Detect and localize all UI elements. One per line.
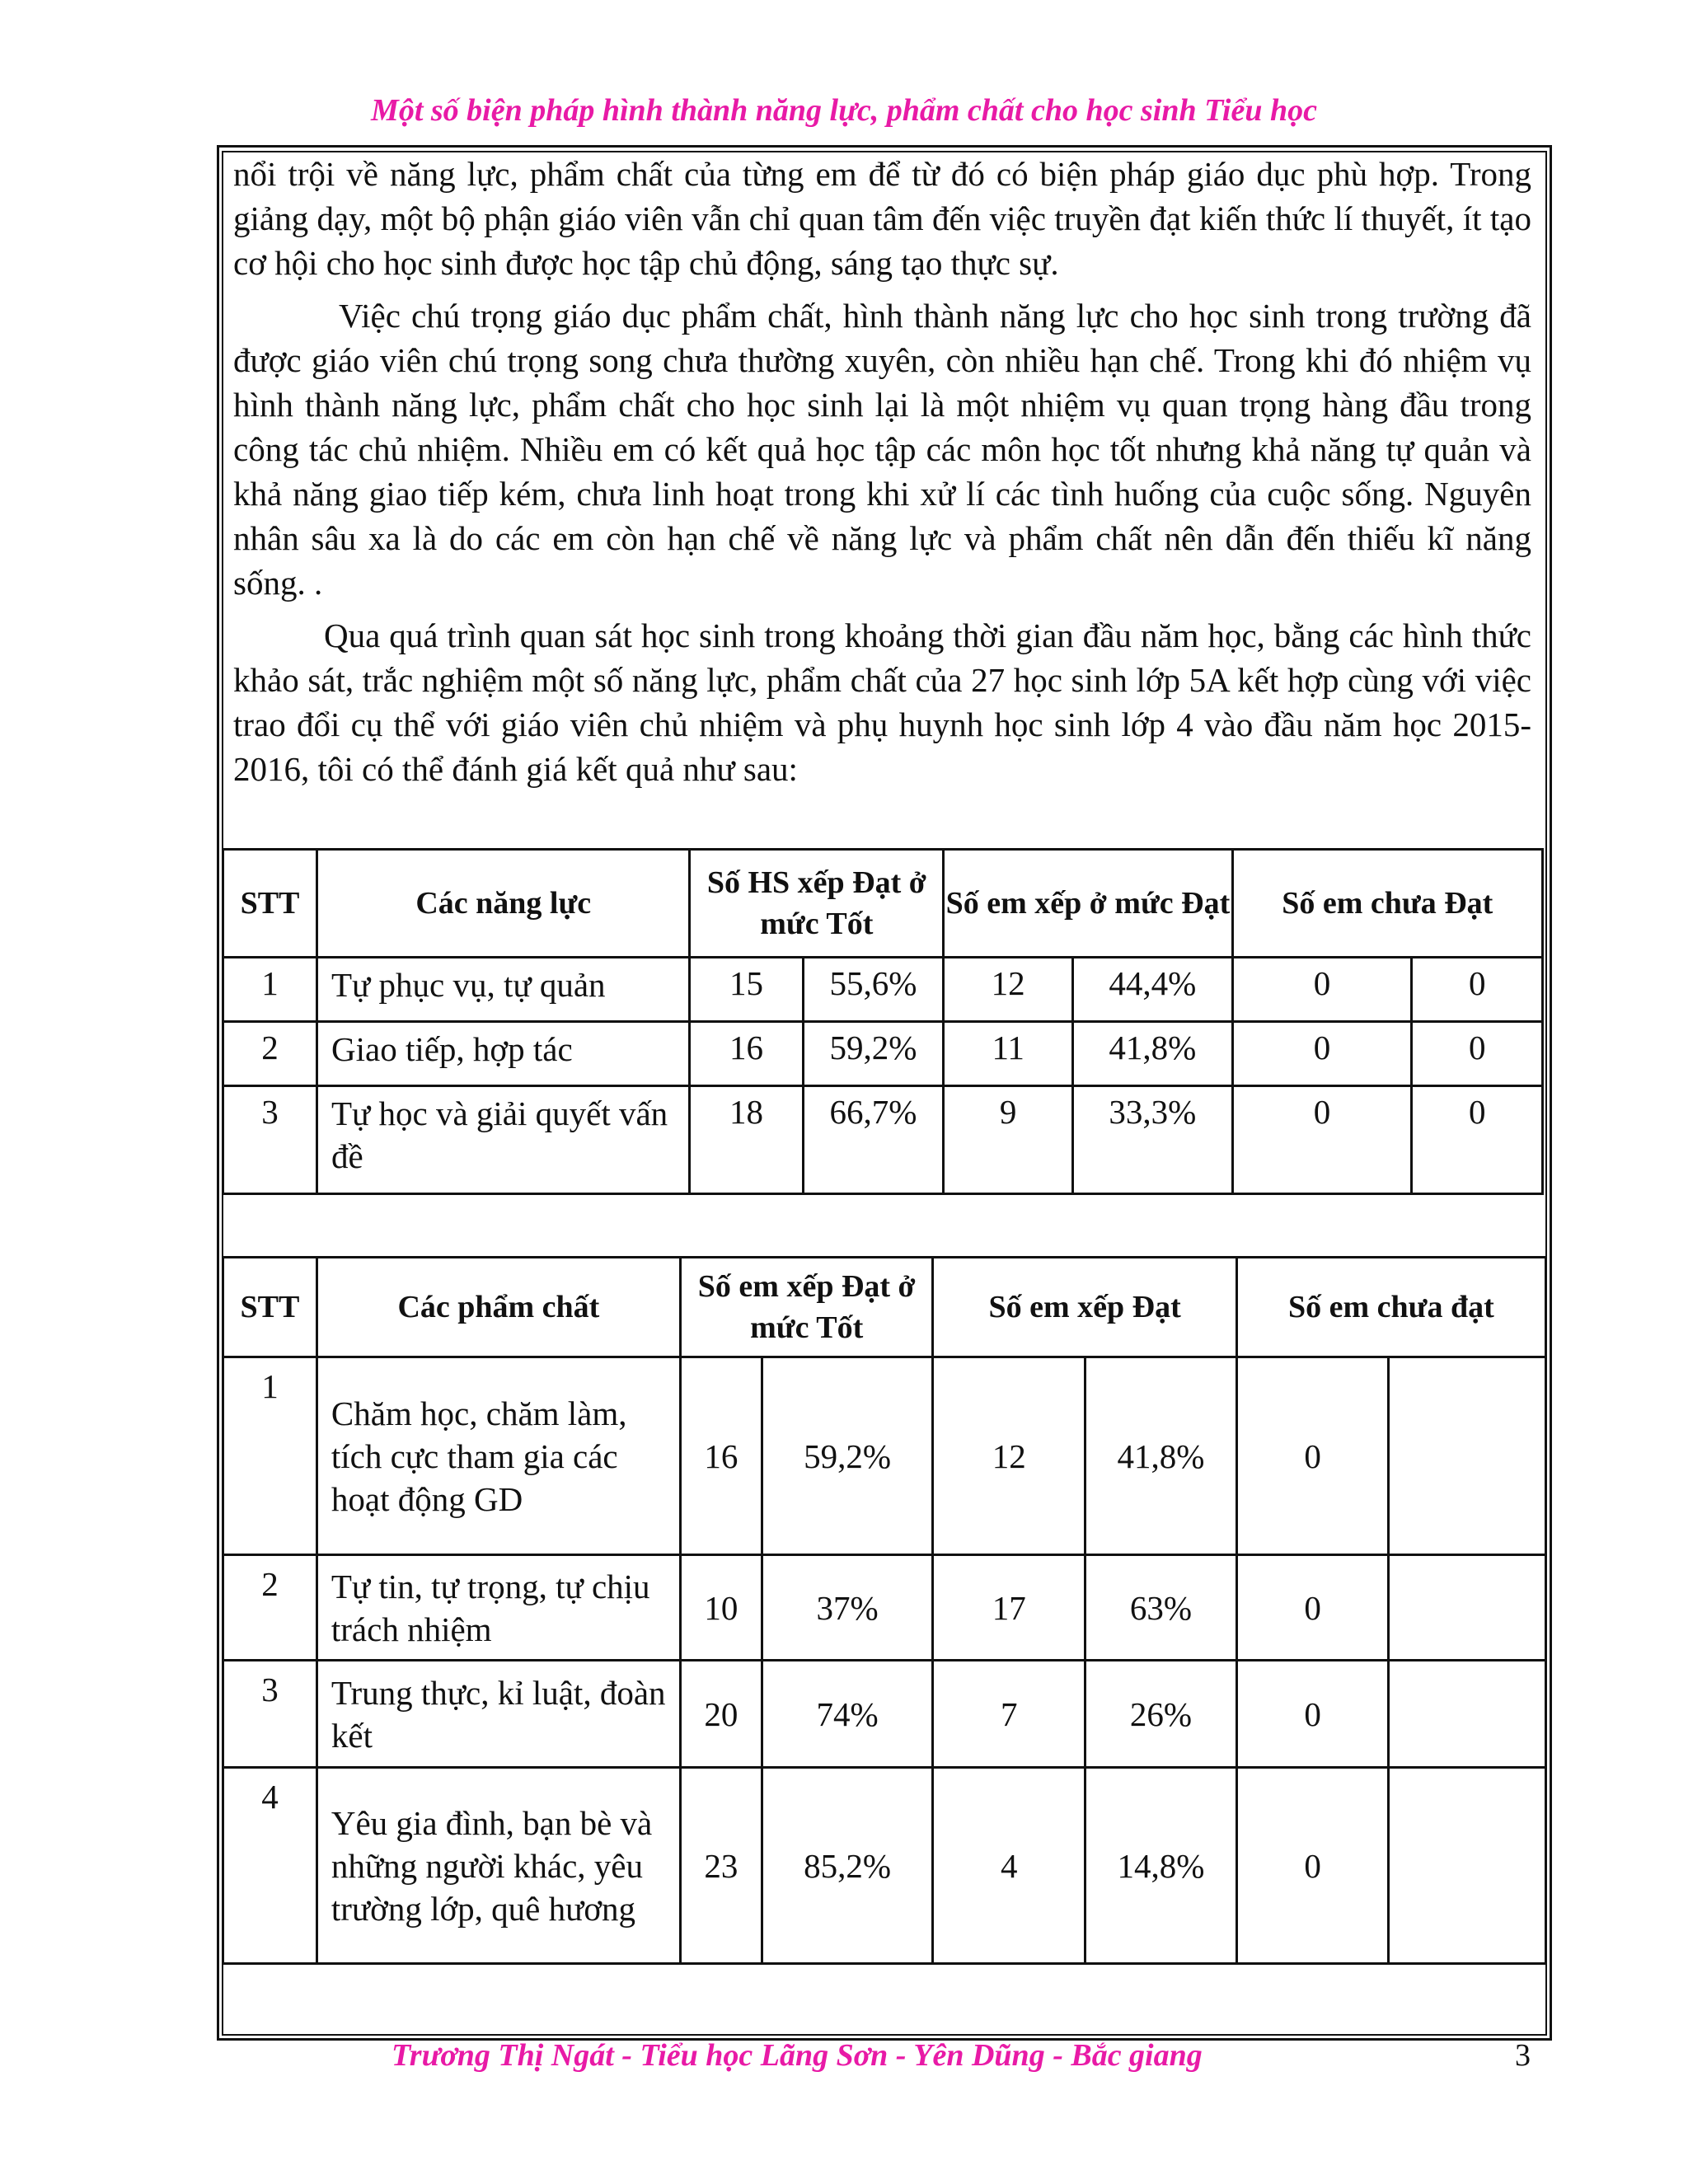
paragraph: Qua quá trình quan sát học sinh trong khoảng thời gian đầu năm học, bằng các hình thức khảo sát, trắc nghiệm một số năng lực, phẩm chất của 27 học sinh lớp 5A kết hợp cùng với việc trao đổi cụ thể với giáo viên chủ nhiệm và phụ huynh học sinh lớp 4 vào đầu năm học 2015-2016, tôi có thể đánh giá kết quả như sau: bbox=[233, 616, 1531, 788]
table-cell: Tự tin, tự trọng, tự chịu trách nhiệm bbox=[316, 1555, 680, 1661]
table-cell: 0 bbox=[1412, 958, 1543, 1022]
table-cell: 55,6% bbox=[803, 958, 944, 1022]
column-header: Số em xếp Đạt bbox=[933, 1258, 1236, 1357]
table-cell: 0 bbox=[1236, 1357, 1389, 1555]
table-cell: 11 bbox=[944, 1022, 1073, 1086]
table-cell: 0 bbox=[1232, 1022, 1412, 1086]
table-cell bbox=[1389, 1555, 1546, 1661]
column-header: Số em chưa đạt bbox=[1236, 1258, 1545, 1357]
table-cell: 0 bbox=[1232, 958, 1412, 1022]
table-cell: 0 bbox=[1412, 1086, 1543, 1194]
table-cell: 16 bbox=[690, 1022, 803, 1086]
table-header-row bbox=[223, 850, 1543, 958]
table-row bbox=[223, 958, 1543, 1022]
paragraph: nổi trội về năng lực, phẩm chất của từng em để từ đó có biện pháp giáo dục phù hợp. Trong giảng dạy, một bộ phận giáo viên vẫn chỉ quan tâm đến việc truyền đạt kiến thức lí thuyết, ít tạo cơ hội cho học sinh được học tập chủ động, sáng tạo thực sự. bbox=[233, 155, 1531, 282]
table-row bbox=[223, 1661, 1546, 1768]
table-cell: 85,2% bbox=[762, 1768, 933, 1964]
table-cell: 44,4% bbox=[1073, 958, 1232, 1022]
table-cell: 1 bbox=[223, 1357, 317, 1555]
column-header: STT bbox=[223, 850, 317, 958]
running-header: Một số biện pháp hình thành năng lực, phẩm chất cho học sinh Tiểu học bbox=[371, 93, 1317, 128]
table-cell: 14,8% bbox=[1085, 1768, 1237, 1964]
table-cell: 9 bbox=[944, 1086, 1073, 1194]
table-cell bbox=[1389, 1357, 1546, 1555]
table-cell: 10 bbox=[680, 1555, 762, 1661]
table-row bbox=[223, 1555, 1546, 1661]
table-cell: Yêu gia đình, bạn bè và những người khác, yêu trường lớp, quê hương bbox=[316, 1768, 680, 1964]
table-cell: 2 bbox=[223, 1555, 317, 1661]
table-cell: Trung thực, kỉ luật, đoàn kết bbox=[316, 1661, 680, 1768]
running-footer: Trương Thị Ngát - Tiểu học Lãng Sơn - Yên Dũng - Bắc giang bbox=[392, 2038, 1203, 2073]
table-cell: 2 bbox=[223, 1022, 317, 1086]
table-cell: Giao tiếp, hợp tác bbox=[317, 1022, 690, 1086]
table-cell: 3 bbox=[223, 1661, 317, 1768]
column-header: Số em xếp ở mức Đạt bbox=[944, 850, 1232, 958]
table-cell: 1 bbox=[223, 958, 317, 1022]
body-text bbox=[233, 152, 1531, 791]
table-cell: 12 bbox=[933, 1357, 1085, 1555]
table-cell: 41,8% bbox=[1073, 1022, 1232, 1086]
table-cell: 0 bbox=[1236, 1555, 1389, 1661]
table-cell: 12 bbox=[944, 958, 1073, 1022]
paragraph: Việc chú trọng giáo dục phẩm chất, hình thành năng lực cho học sinh trong trường đã được giáo viên chú trọng song chưa thường xuyên, còn nhiều hạn chế. Trong khi đó nhiệm vụ hình thành năng lực, phẩm chất cho học sinh lại là một nhiệm vụ quan trọng hàng đầu trong công tác chủ nhiệm. Nhiều em có kết quả học tập các môn học tốt nhưng khả năng tự quản và khả năng giao tiếp kém, chưa linh hoạt trong khi xử lí các tình huống của cuộc sống. Nguyên nhân sâu xa là do các em còn hạn chế về năng lực và phẩm chất nên dẫn đến thiếu kĩ năng sống. . bbox=[233, 297, 1531, 602]
table-cell: 16 bbox=[680, 1357, 762, 1555]
table-cell: 59,2% bbox=[762, 1357, 933, 1555]
table-cell: 0 bbox=[1236, 1661, 1389, 1768]
table-cell: 15 bbox=[690, 958, 803, 1022]
table-cell: 66,7% bbox=[803, 1086, 944, 1194]
page-number: 3 bbox=[1515, 2038, 1531, 2073]
table-row bbox=[223, 1022, 1543, 1086]
table-header-row bbox=[223, 1258, 1546, 1357]
table-cell: 4 bbox=[223, 1768, 317, 1964]
table-cell bbox=[1389, 1661, 1546, 1768]
table-row bbox=[223, 1357, 1546, 1555]
quality-table bbox=[222, 1256, 1547, 1965]
column-header: Số em chưa Đạt bbox=[1232, 850, 1542, 958]
table-row bbox=[223, 1768, 1546, 1964]
table-cell: 37% bbox=[762, 1555, 933, 1661]
column-header: STT bbox=[223, 1258, 317, 1357]
table-cell: 41,8% bbox=[1085, 1357, 1237, 1555]
table-cell bbox=[1389, 1768, 1546, 1964]
table-cell: 0 bbox=[1232, 1086, 1412, 1194]
table-cell: Tự học và giải quyết vấn đề bbox=[317, 1086, 690, 1194]
table-cell: 3 bbox=[223, 1086, 317, 1194]
table-cell: 63% bbox=[1085, 1555, 1237, 1661]
table-cell: 26% bbox=[1085, 1661, 1237, 1768]
table-cell: Tự phục vụ, tự quản bbox=[317, 958, 690, 1022]
table-cell: 20 bbox=[680, 1661, 762, 1768]
table-cell: Chăm học, chăm làm, tích cực tham gia các hoạt động GD bbox=[316, 1357, 680, 1555]
table-cell: 17 bbox=[933, 1555, 1085, 1661]
column-header: Số HS xếp Đạt ở mức Tốt bbox=[690, 850, 944, 958]
table-cell: 4 bbox=[933, 1768, 1085, 1964]
column-header: Các phẩm chất bbox=[316, 1258, 680, 1357]
column-header: Số em xếp Đạt ở mức Tốt bbox=[680, 1258, 933, 1357]
table-cell: 18 bbox=[690, 1086, 803, 1194]
column-header: Các năng lực bbox=[317, 850, 690, 958]
table-cell: 74% bbox=[762, 1661, 933, 1768]
table-row bbox=[223, 1086, 1543, 1194]
table-cell: 7 bbox=[933, 1661, 1085, 1768]
table-cell: 23 bbox=[680, 1768, 762, 1964]
table-cell: 0 bbox=[1412, 1022, 1543, 1086]
table-cell: 0 bbox=[1236, 1768, 1389, 1964]
table-cell: 59,2% bbox=[803, 1022, 944, 1086]
table-cell: 33,3% bbox=[1073, 1086, 1232, 1194]
competency-table bbox=[222, 848, 1544, 1195]
